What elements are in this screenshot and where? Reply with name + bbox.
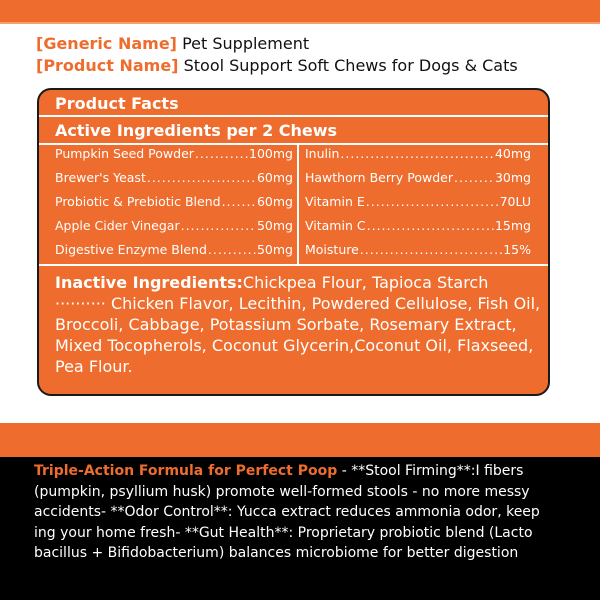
ingredient-name: Inulin: [305, 146, 340, 161]
ingredient-row: [305, 193, 531, 211]
ingredient-row: [55, 217, 293, 235]
ingredient-row: [55, 145, 293, 163]
product-facts-panel: [37, 88, 550, 396]
ingredient-row: [55, 241, 293, 259]
ingredient-amount: 70LU: [499, 194, 531, 209]
ingredient-name: Probiotic & Prebiotic Blend: [55, 194, 221, 209]
column-divider: [297, 143, 299, 264]
ingredient-name: Moisture: [305, 242, 359, 257]
formula-title: Triple-Action Formula for Perfect Poop: [34, 463, 338, 479]
product-name-value: Stool Support Soft Chews for Dogs & Cats: [183, 56, 518, 75]
facts-divider: [39, 115, 548, 117]
formula-header-band: [0, 423, 600, 457]
ingredient-row: [305, 169, 531, 187]
ingredient-row: [305, 241, 531, 259]
ingredient-amount: 100mg: [249, 146, 293, 161]
ingredient-amount: 60mg: [256, 170, 293, 185]
ingredient-amount: 50mg: [256, 242, 293, 257]
ingredient-amount: 15%: [503, 242, 531, 257]
top-accent-line: [0, 22, 600, 24]
inactive-divider: [39, 264, 548, 266]
top-accent-bar: [0, 0, 600, 22]
product-facts-title: Product Facts: [55, 94, 179, 113]
generic-name-value: Pet Supplement: [182, 34, 310, 53]
ingredient-name: Digestive Enzyme Blend: [55, 242, 207, 257]
ingredient-row: [305, 145, 531, 163]
ingredient-row: [55, 193, 293, 211]
inactive-ingredients-text: Chickpea Flour, Tapioca Starch ·········· Chicken Flavor, Lecithin, Powdered Cellulose, Fish Oil, Broccoli, Cabbage, Potassium Sorbate, Rosemary Extract, Mixed Tocopherols, Coconut Glycerin,Coconut Oil, Flaxseed, Pea Flour.: [55, 273, 541, 376]
ingredient-name: Pumpkin Seed Powder: [55, 146, 194, 161]
product-name-row: [36, 56, 518, 76]
inactive-ingredients: [55, 272, 543, 377]
generic-name-row: [36, 34, 309, 54]
formula-description: [34, 461, 541, 564]
ingredient-name: Vitamin E: [305, 194, 365, 209]
ingredient-amount: 15mg: [494, 218, 531, 233]
product-name-label: [Product Name]: [36, 56, 179, 75]
active-ingredients-title: Active Ingredients per 2 Chews: [55, 121, 338, 140]
ingredient-name: Brewer's Yeast: [55, 170, 146, 185]
ingredient-row: [305, 217, 531, 235]
ingredient-amount: 40mg: [494, 146, 531, 161]
ingredient-row: [55, 169, 293, 187]
ingredient-name: Apple Cider Vinegar: [55, 218, 180, 233]
ingredient-amount: 30mg: [494, 170, 531, 185]
ingredient-amount: 60mg: [256, 194, 293, 209]
formula-text: - **Stool Firming**:I fibers (pumpkin, psyllium husk) promote well-formed stools - no more messy accidents- **Odor Control**: Yucca extract reduces ammonia odor, keeping your home fresh- **Gut Health**: Proprietary probiotic blend (Lactobacillus + Bifidobacterium) balances microbiome for better digestion: [34, 463, 540, 561]
ingredient-name: Hawthorn Berry Powder: [305, 170, 453, 185]
ingredient-name: Vitamin C: [305, 218, 366, 233]
inactive-ingredients-label: Inactive Ingredients:: [55, 273, 243, 292]
ingredient-amount: 50mg: [256, 218, 293, 233]
generic-name-label: [Generic Name]: [36, 34, 177, 53]
